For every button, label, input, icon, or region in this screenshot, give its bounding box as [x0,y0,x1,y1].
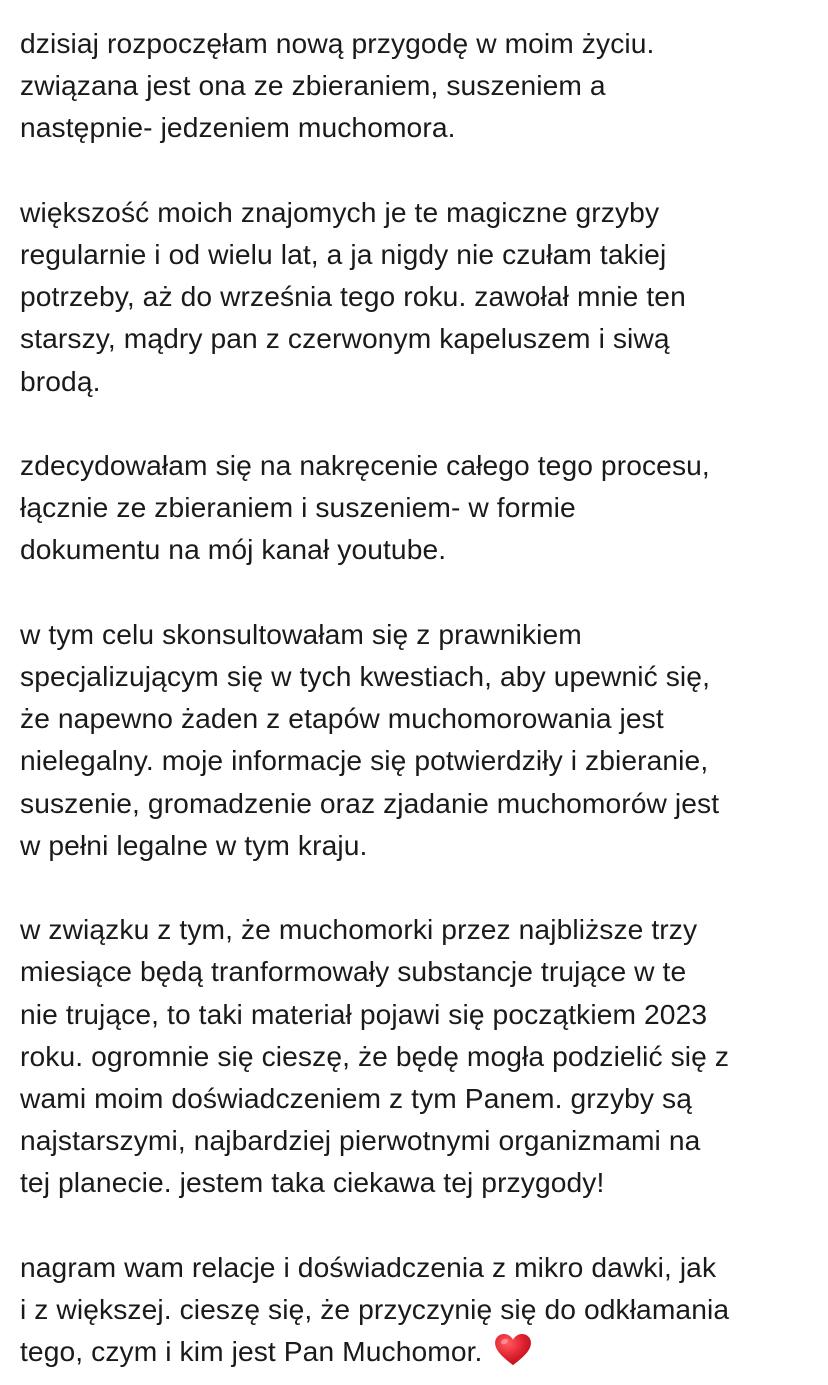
text-line: zdecydowałam się na nakręcenie całego tego procesu, [20,449,710,481]
text-line: następnie- jedzeniem muchomora. [20,111,456,144]
paragraph-1 [20,22,820,149]
text-line: tego, czym i kim jest Pan Muchomor. [20,1335,483,1368]
text-line: roku. ogromnie się cieszę, że będę mogła podzielić się z [20,1039,730,1072]
text-line-with-heart [20,1330,820,1372]
text-line: tej planecie. jestem taka ciekawa tej przygody! [20,1166,605,1199]
text-line: starszy, mądry pan z czerwonym kapeluszem i siwą [20,322,670,355]
text-line: regularnie i od wielu lat, a ja nigdy nie czułam takiej [20,238,667,270]
text-line: i z większej. cieszę się, że przyczynię się do odkłamania [20,1293,730,1326]
text-line: dokumentu na mój kanał youtube. [20,533,447,566]
text-line: nielegalny. moje informacje się potwierdziły i zbieranie, [20,744,709,777]
text-line: związana jest ona ze zbieraniem, suszeniem a [20,69,606,102]
text-line: w pełni legalne w tym kraju. [20,828,368,861]
post-text [20,22,820,1372]
text-line: potrzeby, aż do września tego roku. zawołał mnie ten [20,280,686,313]
paragraph-5 [20,908,820,1203]
text-line: nagram wam relacje i doświadczenia z mikro dawki, jak [20,1250,717,1283]
paragraph-3 [20,444,820,571]
paragraph-6 [20,1246,820,1373]
paragraph-2 [20,191,820,402]
text-line: wami moim doświadczeniem z tym Panem. grzyby są [20,1082,693,1115]
paragraph-4 [20,613,820,866]
text-line: suszenie, gromadzenie oraz zjadanie muchomorów jest [20,786,720,819]
text-line: większość moich znajomych je te magiczne grzyby [20,195,660,228]
text-line: w tym celu skonsultowałam się z prawnikiem [20,617,582,650]
text-line: nie trujące, to taki materiał pojawi się początkiem 2023 [20,997,708,1030]
text-line: brodą. [20,364,101,397]
text-line: że napewno żaden z etapów muchomorowania jest [20,702,664,735]
text-line: dzisiaj rozpoczęłam nową przygodę w moim życiu. [20,27,655,59]
text-line: najstarszymi, najbardziej pierwotnymi organizmami na [20,1124,701,1157]
text-line: łącznie ze zbieraniem i suszeniem- w formie [20,491,576,524]
text-line: w związku z tym, że muchomorki przez najbliższe trzy [20,913,698,946]
text-line: specjalizującym się w tych kwestiach, aby upewnić się, [20,660,711,692]
text-line: miesiące będą tranformowały substancje trujące w te [20,955,687,988]
heart-icon [494,1333,532,1367]
